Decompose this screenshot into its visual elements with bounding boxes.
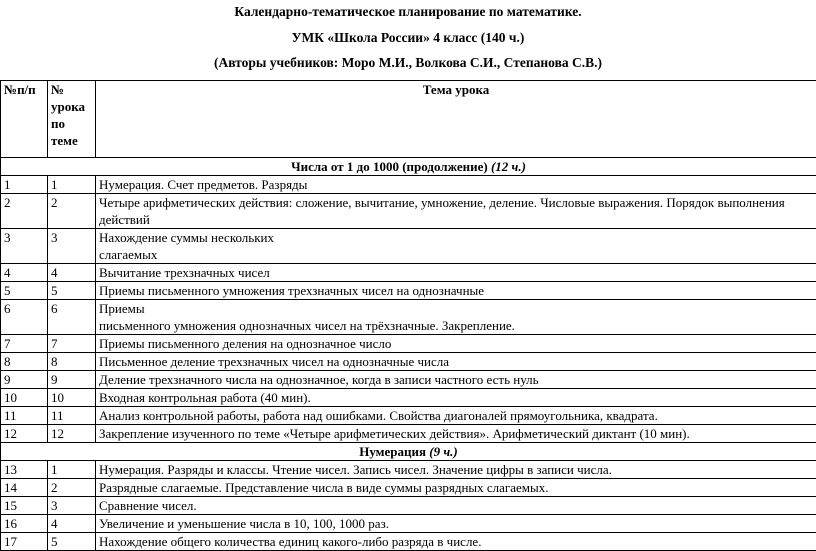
lesson-topic-cell (96, 497, 816, 515)
lesson-topic-line: Разрядные слагаемые. Представление числа в виде суммы разрядных слагаемых. (99, 479, 813, 496)
table-row (1, 229, 816, 264)
row-number-cell: 15 (1, 497, 48, 515)
lesson-topic-line: слагаемых (99, 246, 813, 263)
table-row (1, 194, 816, 229)
title-line-2: УМК «Школа России» 4 класс (140 ч.) (0, 30, 816, 46)
row-number-cell: 5 (1, 282, 48, 300)
section-title: Числа от 1 до 1000 (продолжение) (291, 159, 488, 174)
row-number-cell: 2 (1, 194, 48, 229)
lesson-topic-line: Нумерация. Разряды и классы. Чтение чисел. Запись чисел. Значение цифры в записи числа. (99, 461, 813, 478)
row-number-cell: 1 (1, 176, 48, 194)
table-row (1, 389, 816, 407)
row-number-cell: 12 (1, 425, 48, 443)
lesson-topic-cell (96, 407, 816, 425)
row-number-cell: 3 (1, 229, 48, 264)
lesson-topic-cell (96, 461, 816, 479)
header-row-number: №п/п (1, 81, 48, 158)
title-line-3: (Авторы учебников: Моро М.И., Волкова С.И., Степанова С.В.) (0, 55, 816, 71)
lesson-number-cell: 3 (48, 229, 96, 264)
lesson-topic-line: Деление трехзначного числа на однозначное, когда в записи частного есть нуль (99, 371, 813, 388)
table-row (1, 353, 816, 371)
lesson-topic-cell (96, 229, 816, 264)
lesson-topic-line: Приемы (99, 300, 813, 317)
table-row (1, 264, 816, 282)
table-row (1, 515, 816, 533)
lesson-topic-cell (96, 389, 816, 407)
table-body (1, 158, 816, 551)
row-number-cell: 17 (1, 533, 48, 551)
table-row (1, 533, 816, 551)
table-row (1, 461, 816, 479)
title-line-1: Календарно-тематическое планирование по математике. (0, 4, 816, 20)
header-lesson-number-line: по (51, 115, 92, 132)
lesson-topic-line: Увеличение и уменьшение числа в 10, 100, 1000 раз. (99, 515, 813, 532)
lesson-topic-cell (96, 479, 816, 497)
lesson-number-cell: 1 (48, 176, 96, 194)
lesson-number-cell: 7 (48, 335, 96, 353)
lesson-number-cell: 9 (48, 371, 96, 389)
lesson-number-cell: 6 (48, 300, 96, 335)
lesson-number-cell: 5 (48, 282, 96, 300)
table-header-row (1, 81, 816, 158)
lesson-number-cell: 3 (48, 497, 96, 515)
section-title-cell (1, 158, 816, 176)
lesson-topic-cell (96, 533, 816, 551)
table-row (1, 176, 816, 194)
lesson-topic-cell (96, 353, 816, 371)
lesson-topic-line: письменного умножения однозначных чисел на трёхзначные. Закрепление. (99, 317, 813, 334)
lesson-topic-cell (96, 282, 816, 300)
lesson-topic-line: Входная контрольная работа (40 мин). (99, 389, 813, 406)
section-hours: (12 ч.) (491, 159, 526, 174)
lesson-number-cell: 2 (48, 479, 96, 497)
lesson-topic-line: Вычитание трехзначных чисел (99, 264, 813, 281)
lesson-topic-cell (96, 335, 816, 353)
lesson-topic-line: Анализ контрольной работы, работа над ошибками. Свойства диагоналей прямоугольника, квадрата. (99, 407, 813, 424)
lesson-topic-line: Письменное деление трехзначных чисел на однозначные числа (99, 353, 813, 370)
row-number-cell: 9 (1, 371, 48, 389)
lesson-topic-line: Приемы письменного умножения трехзначных чисел на однозначные (99, 282, 813, 299)
section-header-row (1, 158, 816, 176)
lesson-number-cell: 8 (48, 353, 96, 371)
table-row (1, 335, 816, 353)
row-number-cell: 10 (1, 389, 48, 407)
lesson-topic-line: Нахождение суммы нескольких (99, 229, 813, 246)
row-number-cell: 7 (1, 335, 48, 353)
row-number-cell: 13 (1, 461, 48, 479)
section-hours: (9 ч.) (429, 444, 457, 459)
lesson-plan-table (0, 80, 816, 551)
lesson-topic-cell (96, 194, 816, 229)
table-row (1, 371, 816, 389)
lesson-topic-line: Приемы письменного деления на однозначное число (99, 335, 813, 352)
table-row (1, 497, 816, 515)
lesson-number-cell: 2 (48, 194, 96, 229)
section-title-cell (1, 443, 816, 461)
lesson-topic-cell (96, 371, 816, 389)
row-number-cell: 16 (1, 515, 48, 533)
row-number-cell: 11 (1, 407, 48, 425)
table-row (1, 479, 816, 497)
lesson-number-cell: 4 (48, 264, 96, 282)
row-number-cell: 8 (1, 353, 48, 371)
lesson-topic-cell (96, 176, 816, 194)
lesson-topic-line: Закрепление изученного по теме «Четыре арифметических действия». Арифметический диктант (10 мин). (99, 425, 813, 442)
row-number-cell: 4 (1, 264, 48, 282)
lesson-topic-cell (96, 300, 816, 335)
lesson-topic-cell (96, 515, 816, 533)
table-row (1, 425, 816, 443)
table-row (1, 300, 816, 335)
table-row (1, 282, 816, 300)
lesson-number-cell: 5 (48, 533, 96, 551)
header-lesson-number-line: урока (51, 98, 92, 115)
header-lesson-number-line: № (51, 81, 92, 98)
lesson-topic-line: Нахождение общего количества единиц какого-либо разряда в числе. (99, 533, 813, 550)
lesson-number-cell: 1 (48, 461, 96, 479)
lesson-number-cell: 11 (48, 407, 96, 425)
row-number-cell: 6 (1, 300, 48, 335)
header-lesson-number (48, 81, 96, 158)
lesson-topic-cell (96, 425, 816, 443)
lesson-topic-line: Сравнение чисел. (99, 497, 813, 514)
lesson-number-cell: 12 (48, 425, 96, 443)
table-row (1, 407, 816, 425)
lesson-topic-line: Четыре арифметических действия: сложение, вычитание, умножение, деление. Числовые выражения. Порядок выполнения действий (99, 194, 813, 228)
header-lesson-topic: Тема урока (96, 81, 816, 158)
lesson-number-cell: 4 (48, 515, 96, 533)
lesson-topic-cell (96, 264, 816, 282)
lesson-topic-line: Нумерация. Счет предметов. Разряды (99, 176, 813, 193)
lesson-number-cell: 10 (48, 389, 96, 407)
header-lesson-number-line: теме (51, 132, 92, 149)
row-number-cell: 14 (1, 479, 48, 497)
section-title: Нумерация (359, 444, 426, 459)
section-header-row (1, 443, 816, 461)
